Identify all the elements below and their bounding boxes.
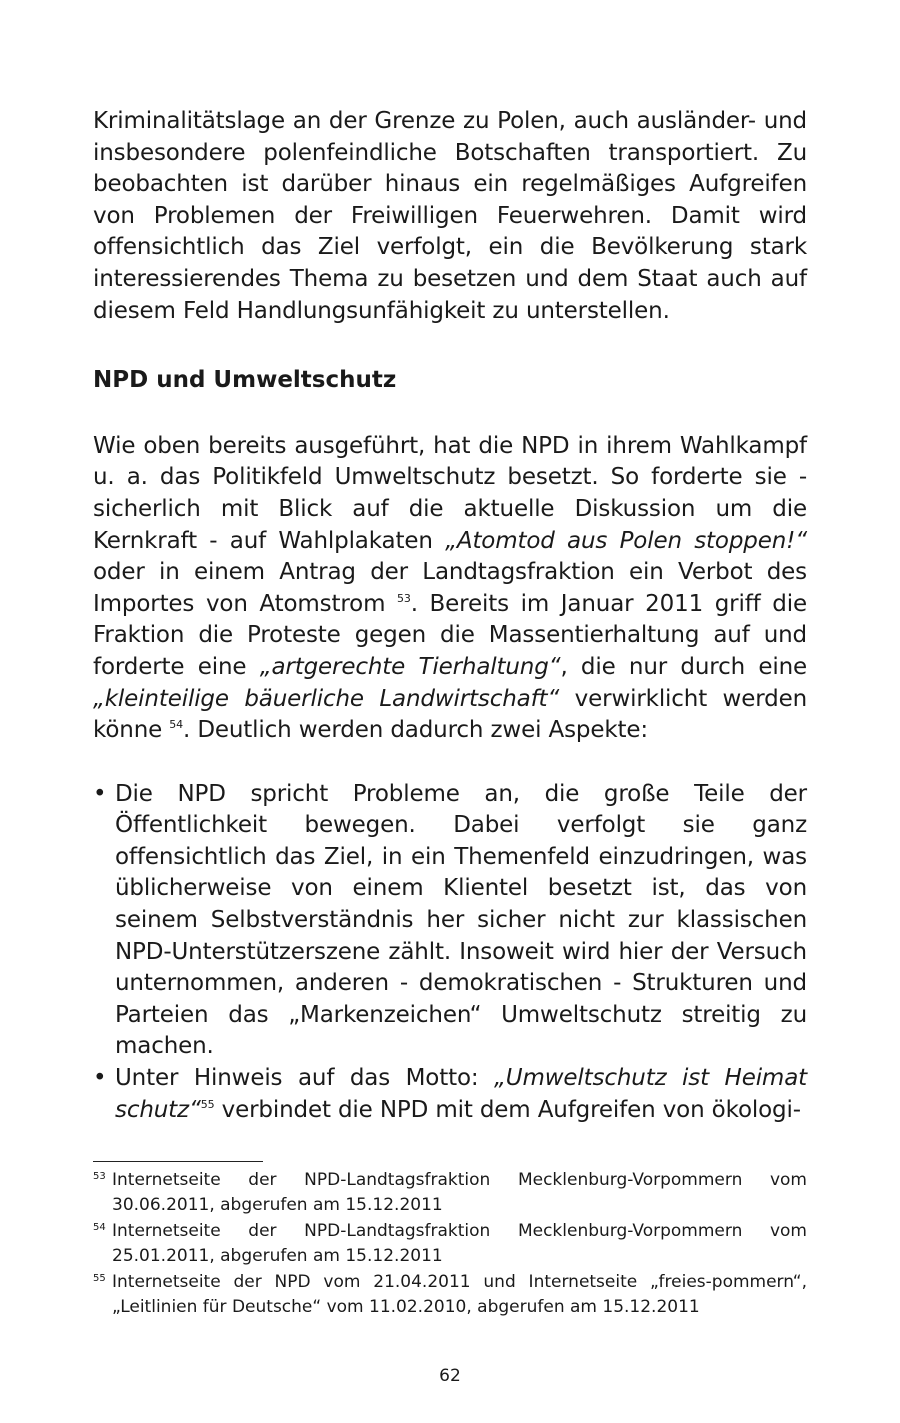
- page-number: 62: [439, 1366, 461, 1386]
- footnote-divider: [93, 1161, 263, 1162]
- quote-motto: „Umweltschutz ist Heimat schutz“: [115, 1065, 808, 1123]
- footnote-number: 54: [93, 1222, 106, 1233]
- text-run: , die nur durch eine: [560, 653, 807, 680]
- paragraph-umweltschutz: [93, 431, 807, 747]
- bullet-text: Unter Hinweis auf das Motto:: [115, 1065, 495, 1092]
- bullet-list: [93, 779, 807, 1127]
- bullet-icon: •: [93, 780, 107, 807]
- text-run: verwirklicht werden könne: [93, 685, 807, 744]
- bullet-icon: •: [93, 1065, 107, 1092]
- footnote-54: [93, 1219, 807, 1269]
- footnote-ref-54[interactable]: 54: [169, 718, 183, 732]
- text-run: . Bereits im Januar 2011 griff die Fraktion die Proteste gegen die Massentierhaltung auf und forderte eine: [93, 590, 807, 680]
- footnotes: [93, 1168, 807, 1321]
- footnote-ref-53[interactable]: 53: [397, 591, 411, 605]
- quote-landwirtschaft: „kleinteilige bäuerliche Landwirtschaft“: [93, 685, 560, 712]
- footnote-text: Internetseite der NPD-Landtagsfraktion Mecklenburg-Vorpommern vom 25.01.2011, abgerufen am 15.12.2011: [112, 1221, 807, 1266]
- footnote-53: [93, 1168, 807, 1218]
- footnote-ref-55[interactable]: 55: [200, 1097, 215, 1111]
- page-body: [93, 106, 807, 1126]
- section-heading: NPD und Umweltschutz: [93, 367, 397, 394]
- text-run: Wie oben bereits ausgeführt, hat die NPD in ihrem Wahlkampf u. a. das Politikfeld Umweltschutz besetzt. So forderte sie - sicherlich mit Blick auf die aktuelle Diskussion um die Kernkraft - auf Wahlplakaten: [93, 432, 807, 554]
- bullet-text: verbindet die NPD mit dem Aufgreifen von ökologi-: [214, 1096, 801, 1123]
- quote-tierhaltung: „artgerechte Tierhaltung“: [259, 653, 561, 680]
- footnote-text: Internetseite der NPD-Landtagsfraktion Mecklenburg-Vorpommern vom 30.06.2011, abgerufen am 15.12.2011: [112, 1170, 807, 1215]
- footnote-number: 53: [93, 1171, 106, 1182]
- bullet-item-1: [93, 779, 807, 1063]
- footnote-55: [93, 1270, 807, 1320]
- bullet-item-2: [93, 1063, 807, 1126]
- footnote-text: Internetseite der NPD vom 21.04.2011 und Internetseite „freies-pommern“, „Leitlinien für Deutsche“ vom 11.02.2010, abgerufen am 15.12.2011: [112, 1272, 807, 1317]
- text-run: oder in einem Antrag der Landtagsfraktion ein Verbot des Importes von Atomstrom: [93, 559, 807, 617]
- quote-atomtod: „Atomtod aus Polen stoppen!“: [445, 527, 807, 554]
- text-run: . Deutlich werden dadurch zwei Aspekte:: [183, 717, 648, 744]
- footnote-number: 55: [93, 1273, 106, 1284]
- paragraph-intro: Kriminalitätslage an der Grenze zu Polen, auch ausländer- und insbesondere polenfeindliche Botschaften transportiert. Zu beobachten ist darüber hinaus ein regelmäßiges Aufgreifen von Problemen der Freiwilligen Feuerwehren. Damit wird offensichtlich das Ziel verfolgt, ein die Bevölkerung stark interessierendes Thema zu besetzen und dem Staat auch auf diesem Feld Handlungsunfähigkeit zu unterstellen.: [93, 108, 807, 324]
- bullet-text: Die NPD spricht Probleme an, die große Teile der Öffentlichkeit bewegen. Dabei verfolgt sie ganz offensichtlich das Ziel, in ein Themenfeld einzudringen, was üblicherweise von einem Klientel besetzt ist, das von seinem Selbstverständnis her sicher nicht zur klassischen NPD-Unterstützerszene zählt. Insoweit wird hier der Versuch unternommen, anderen - demokratischen - Strukturen und Parteien das „Markenzeichen“ Umweltschutz streitig zu machen.: [115, 780, 807, 1060]
- spacer: [93, 747, 807, 779]
